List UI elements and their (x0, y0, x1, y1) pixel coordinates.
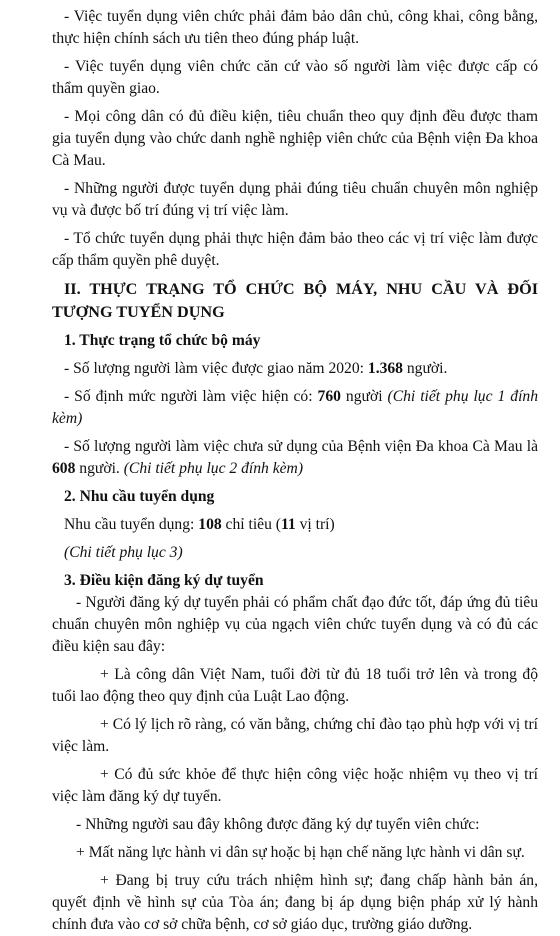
intro-bullet: - Tổ chức tuyển dụng phải thực hiện đảm bảo theo các vị trí việc làm được cấp thẩm quyền phê duyệt. (52, 230, 538, 269)
text: - Số định mức người làm việc hiện có: (64, 388, 318, 405)
staff-current-line (52, 386, 538, 430)
demand-line (52, 514, 538, 536)
appendix-note: (Chi tiết phụ lục 1 đính kèm) (52, 388, 538, 427)
text: chỉ tiêu ( (221, 516, 281, 533)
demand-positions-value: 11 (280, 516, 296, 533)
demand-quota-value: 108 (198, 516, 222, 533)
subheading-conditions: 3. Điều kiện đăng ký dự tuyển (64, 572, 264, 589)
text: - Số lượng người làm việc chưa sử dụng của Bệnh viện Đa khoa Cà Mau là (64, 438, 538, 455)
subheading-demand: 2. Nhu cầu tuyển dụng (64, 488, 215, 505)
condition-item: + Có đủ sức khỏe để thực hiện công việc hoặc nhiệm vụ theo vị trí việc làm đăng ký dự tuyển. (52, 766, 538, 805)
condition-item: + Có lý lịch rõ ràng, có văn bằng, chứng chỉ đào tạo phù hợp với vị trí việc làm. (52, 716, 538, 755)
appendix-note: (Chi tiết phụ lục 3) (64, 544, 183, 561)
text: người (340, 388, 388, 405)
text: vị trí) (295, 516, 335, 533)
section-heading: II. THỰC TRẠNG TỔ CHỨC BỘ MÁY, NHU CẦU VÀ ĐỐI TƯỢNG TUYỂN DỤNG (52, 280, 538, 321)
staff-current-value: 760 (317, 388, 341, 405)
staff-unused-value: 608 (52, 460, 76, 477)
text: Nhu cầu tuyển dụng: (64, 516, 199, 533)
appendix-note-line (52, 542, 538, 564)
intro-bullet: - Mọi công dân có đủ điều kiện, tiêu chuẩn theo quy định đều được tham gia tuyển dụng vào chức danh nghề nghiệp viên chức của Bệnh viện Đa khoa Cà Mau. (52, 108, 538, 169)
intro-bullet: - Việc tuyển dụng viên chức phải đảm bảo dân chủ, công khai, công bằng, thực hiện chính sách ưu tiên theo đúng pháp luật. (52, 8, 538, 47)
condition-item: - Người đăng ký dự tuyển phải có phẩm chất đạo đức tốt, đáp ứng đủ tiêu chuẩn chuyên môn nghiệp vụ của ngạch viên chức tuyển dụng và có đủ các điều kiện sau đây: (52, 594, 538, 655)
staff-unused-line (52, 436, 538, 480)
staff-assigned-line (52, 358, 538, 380)
text: người. (402, 360, 448, 377)
text: - Số lượng người làm việc được giao năm 2020: (64, 360, 368, 377)
staff-assigned-value: 1.368 (367, 360, 403, 377)
subheading-structure: 1. Thực trạng tổ chức bộ máy (64, 332, 261, 349)
condition-item: + Mất năng lực hành vi dân sự hoặc bị hạn chế năng lực hành vi dân sự. (76, 844, 525, 861)
text: người. (75, 460, 124, 477)
condition-item: + Đang bị truy cứu trách nhiệm hình sự; đang chấp hành bản án, quyết định về hình sự của Tòa án; đang bị áp dụng biện pháp xử lý hành chính đưa vào cơ sở chữa bệnh, cơ sở giáo dục, trường giáo dưỡng. (52, 872, 538, 933)
condition-item: + Là công dân Việt Nam, tuổi đời từ đủ 18 tuổi trở lên và trong độ tuổi lao động theo quy định của Luật Lao động. (52, 666, 538, 705)
appendix-note: (Chi tiết phụ lục 2 đính kèm) (123, 460, 304, 477)
intro-bullet: - Việc tuyển dụng viên chức căn cứ vào số người làm việc được cấp có thẩm quyền giao. (52, 58, 538, 97)
condition-item: - Những người sau đây không được đăng ký dự tuyển viên chức: (76, 816, 480, 833)
intro-bullet: - Những người được tuyển dụng phải đúng tiêu chuẩn chuyên môn nghiệp vụ và được bố trí đúng vị trí việc làm. (52, 180, 538, 219)
